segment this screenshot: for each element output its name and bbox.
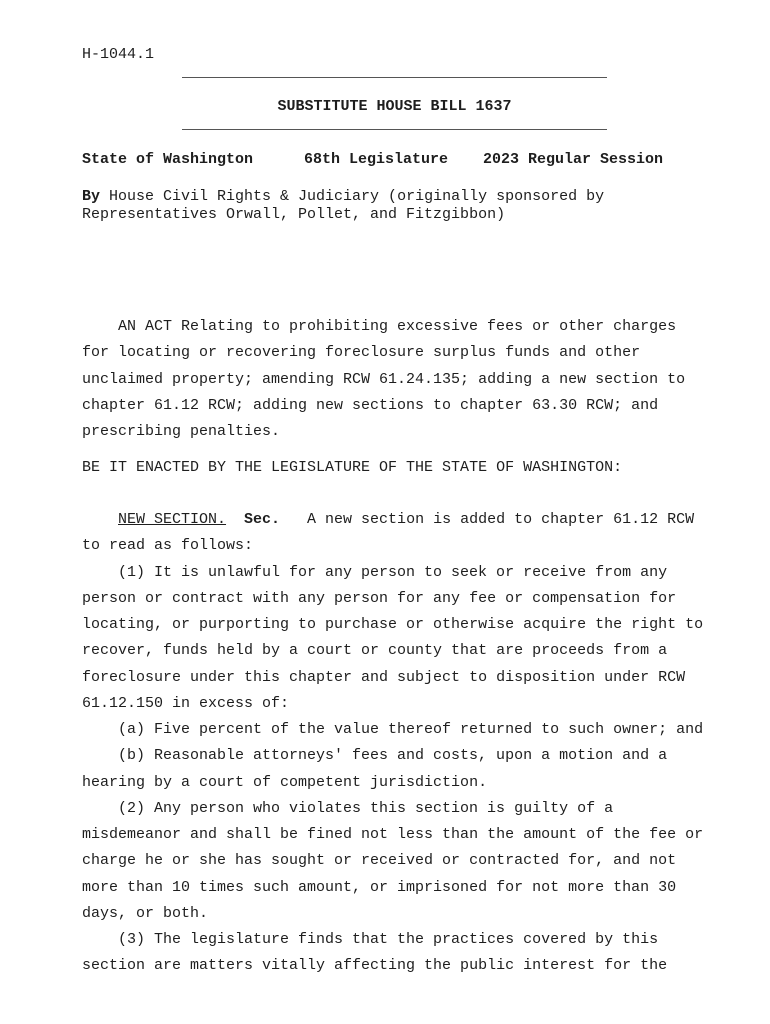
- bill-id: H-1044.1: [82, 46, 155, 63]
- subsection-line: 61.12.150 in excess of:: [82, 694, 290, 712]
- sponsor-block: [82, 188, 604, 223]
- new-section-label: NEW SECTION.: [118, 511, 227, 528]
- act-title-line: unclaimed property; amending RCW 61.24.135; adding a new section to: [82, 370, 686, 388]
- subsection-line: section are matters vitally affecting the public interest for the: [82, 957, 668, 975]
- session-info: [0, 147, 770, 174]
- subsection-line: hearing by a court of competent jurisdiction.: [82, 773, 488, 791]
- subsection-line: (a) Five percent of the value thereof returned to such owner; and: [118, 721, 704, 738]
- subsection-line: foreclosure under this chapter and subject to disposition under RCW: [82, 668, 686, 686]
- subsection-line: misdemeanor and shall be fined not less than the amount of the fee or: [82, 826, 704, 843]
- bottom-rule: [182, 129, 607, 130]
- subsection-line: more than 10 times such amount, or imprisoned for not more than 30: [82, 878, 677, 896]
- subsection-1a: [82, 717, 703, 743]
- section-heading-line: [82, 507, 703, 533]
- sponsor-text: House Civil Rights & Judiciary (originally sponsored by: [109, 188, 605, 205]
- state-label: State of Washington: [82, 151, 254, 168]
- section-number-label: Sec.: [244, 511, 281, 528]
- subsection-1b: [82, 743, 703, 796]
- act-title-line: AN ACT Relating to prohibiting excessive fees or other charges: [118, 318, 677, 335]
- subsection-1: [82, 560, 703, 718]
- act-title-line: prescribing penalties.: [82, 423, 281, 440]
- session-label: 2023 Regular Session: [483, 151, 664, 168]
- subsection-line: (2) Any person who violates this section is guilty of a: [118, 799, 614, 817]
- enacting-clause: BE IT ENACTED BY THE LEGISLATURE OF THE STATE OF WASHINGTON:: [82, 459, 623, 476]
- subsection-line: locating, or purporting to purchase or otherwise acquire the right to: [82, 616, 704, 633]
- act-title-line: for locating or recovering foreclosure surplus funds and other: [82, 344, 641, 362]
- section-intro-text: A new section is added to chapter 61.12 RCW: [307, 511, 695, 528]
- subsection-line: charge he or she has sought or received or contracted for, and not: [82, 852, 677, 870]
- subsection-line: days, or both.: [82, 904, 209, 922]
- act-title-line: chapter 61.12 RCW; adding new sections to chapter 63.30 RCW; and: [82, 396, 659, 414]
- subsection-line: recover, funds held by a court or county that are proceeds from a: [82, 642, 668, 660]
- new-section: [82, 507, 703, 980]
- section-line: to read as follows:: [82, 537, 254, 555]
- subsection-2: [82, 796, 703, 927]
- legislature-label: 68th Legislature: [304, 151, 449, 168]
- sponsor-line: [82, 188, 604, 206]
- sponsor-line: Representatives Orwall, Pollet, and Fitzgibbon): [82, 205, 506, 223]
- act-title: [82, 314, 685, 445]
- subsection-line: person or contract with any person for any fee or compensation for: [82, 589, 677, 607]
- sponsor-by-label: By: [82, 188, 101, 205]
- subsection-3: [82, 927, 703, 980]
- subsection-line: (b) Reasonable attorneys' fees and costs, upon a motion and a: [118, 747, 668, 765]
- top-rule: [182, 77, 607, 78]
- bill-title: SUBSTITUTE HOUSE BILL 1637: [277, 98, 512, 115]
- subsection-line: (3) The legislature finds that the practices covered by this: [118, 931, 659, 948]
- subsection-line: (1) It is unlawful for any person to seek or receive from any: [118, 563, 668, 581]
